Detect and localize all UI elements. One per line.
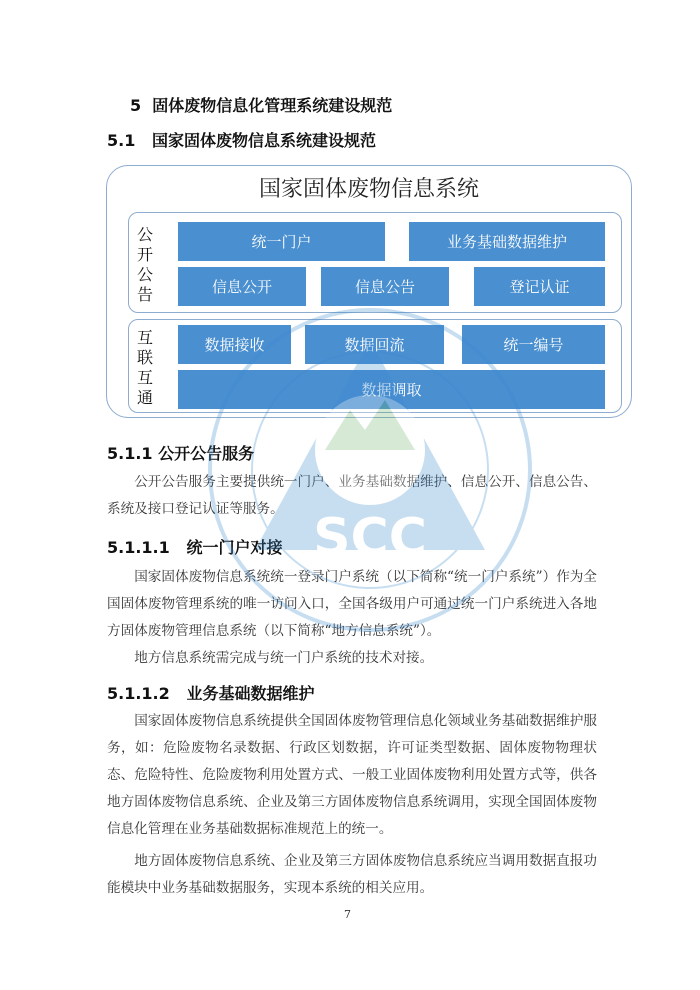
paragraph: 国家固体废物信息系统统一登录门户系统（以下简称“统一门户系统”）作为全国固体废物管理系统的唯一访问入口，全国各级用户可通过统一门户系统进入各地方固体废物管理信息系统（以下简称“地方信息系统”）。 (107, 569, 597, 639)
block-portal: 统一门户 (178, 222, 385, 261)
block-info-open: 信息公开 (178, 267, 306, 306)
diagram-title: 国家固体废物信息系统 (258, 177, 479, 202)
paragraph: 公开公告服务主要提供统一门户、业务基础数据维护、信息公开、信息公告、系统及接口登记认证等服务。 (107, 474, 597, 517)
heading-5-1: 5.1 国家固体废物信息系统建设规范 (107, 131, 377, 150)
heading-5-1-1-2: 5.1.1.2 业务基础数据维护 (107, 684, 315, 703)
block-unified-number: 统一编号 (462, 325, 605, 364)
block-data-retrieve: 数据调取 (178, 370, 605, 409)
paragraph: 国家固体废物信息系统提供全国固体废物管理信息化领域业务基础数据维护服务，如：危险废物名录数据、行政区划数据，许可证类型数据、固体废物物理状态、危险特性、危险废物利用处置方式、一般工业固体废物利用处置方式等，供各地方固体废物信息系统、企业及第三方固体废物信息系统调用，实现全国固体废物信息化管理在业务基础数据标准规范上的统一。 (107, 713, 597, 837)
block-data-return: 数据回流 (305, 325, 444, 364)
svg-text:SCC: SCC (313, 508, 427, 568)
system-diagram (106, 165, 632, 418)
page-number: 7 (344, 908, 351, 921)
heading-5: 5 固体废物信息化管理系统建设规范 (130, 96, 393, 115)
block-info-notice: 信息公告 (321, 267, 449, 306)
paragraph: 地方信息系统需完成与统一门户系统的技术对接。 (134, 650, 434, 666)
block-base-data: 业务基础数据维护 (409, 222, 605, 261)
group-label: 公开公告 (136, 225, 153, 304)
block-registration: 登记认证 (474, 267, 605, 306)
group-interconnection (128, 319, 622, 413)
heading-5-1-1: 5.1.1 公开公告服务 (107, 444, 255, 463)
group-label: 互联互通 (136, 328, 153, 407)
group-public-announcement (128, 212, 622, 313)
heading-5-1-1-1: 5.1.1.1 统一门户对接 (107, 538, 283, 557)
paragraph: 地方固体废物信息系统、企业及第三方固体废物信息系统应当调用数据直报功能模块中业务基础数据服务，实现本系统的相关应用。 (107, 853, 597, 896)
block-data-receive: 数据接收 (178, 325, 291, 364)
